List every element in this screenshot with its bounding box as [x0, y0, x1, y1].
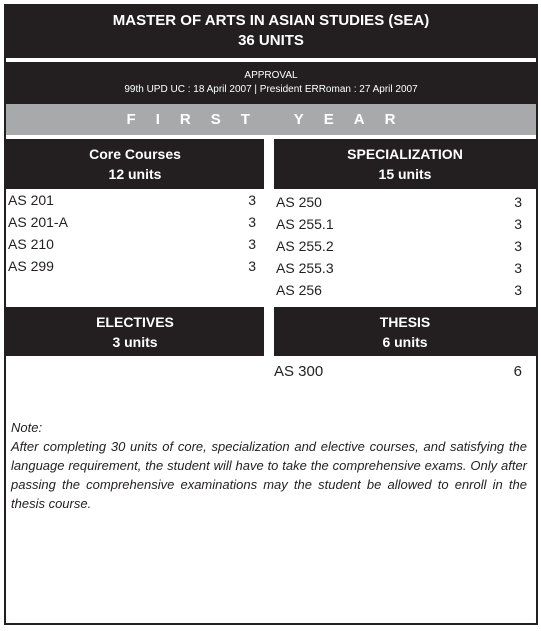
program-title: MASTER OF ARTS IN ASIAN STUDIES (SEA)	[112, 12, 430, 29]
course-code: AS 250	[276, 194, 322, 210]
note-label: Note:	[11, 420, 43, 435]
course-code: AS 201	[8, 192, 54, 208]
course-units: 3	[248, 192, 256, 208]
course-code: AS 300	[274, 363, 324, 380]
core-courses-units: 12 units	[108, 166, 162, 182]
course-code: AS 256	[276, 282, 322, 298]
core-courses-header	[6, 139, 264, 189]
course-code: AS 255.1	[276, 216, 334, 232]
electives-title: ELECTIVES	[96, 314, 174, 330]
course-units: 3	[514, 282, 522, 298]
electives-units: 3 units	[112, 334, 158, 350]
course-code: AS 255.2	[276, 238, 334, 254]
approval-details: 99th UPD UC : 18 April 2007 | President ERRoman : 27 April 2007	[124, 84, 418, 95]
course-code: AS 201-A	[8, 214, 68, 230]
core-courses-title: Core Courses	[89, 146, 181, 162]
thesis-header	[274, 307, 536, 356]
course-units: 3	[514, 238, 522, 254]
course-units: 3	[514, 194, 522, 210]
thesis-units: 6 units	[382, 334, 428, 350]
course-units: 3	[514, 260, 522, 276]
course-units: 3	[248, 236, 256, 252]
program-total-units: 36 UNITS	[238, 32, 304, 49]
course-code: AS 210	[8, 236, 54, 252]
program-header	[6, 6, 536, 58]
course-units: 3	[514, 216, 522, 232]
specialization-title: SPECIALIZATION	[347, 146, 463, 162]
approval-block	[6, 62, 536, 104]
curriculum-sheet	[4, 4, 538, 625]
specialization-units: 15 units	[378, 166, 432, 182]
approval-label: APPROVAL	[244, 70, 298, 81]
electives-header	[6, 307, 264, 356]
note-text: After completing 30 units of core, specialization and elective courses, and satisfying the language requirement, the student will have to take the comprehensive exams. Only after passing the comprehensive examinations may the student be allowed to enroll in the thesis course.	[11, 439, 527, 511]
year-banner: FIRST YEAR	[6, 104, 536, 135]
course-code: AS 299	[8, 258, 54, 274]
course-units: 6	[513, 363, 522, 380]
specialization-header	[274, 139, 536, 189]
thesis-title: THESIS	[379, 314, 431, 330]
course-units: 3	[248, 258, 256, 274]
course-code: AS 255.3	[276, 260, 334, 276]
note-block	[11, 418, 527, 513]
course-units: 3	[248, 214, 256, 230]
